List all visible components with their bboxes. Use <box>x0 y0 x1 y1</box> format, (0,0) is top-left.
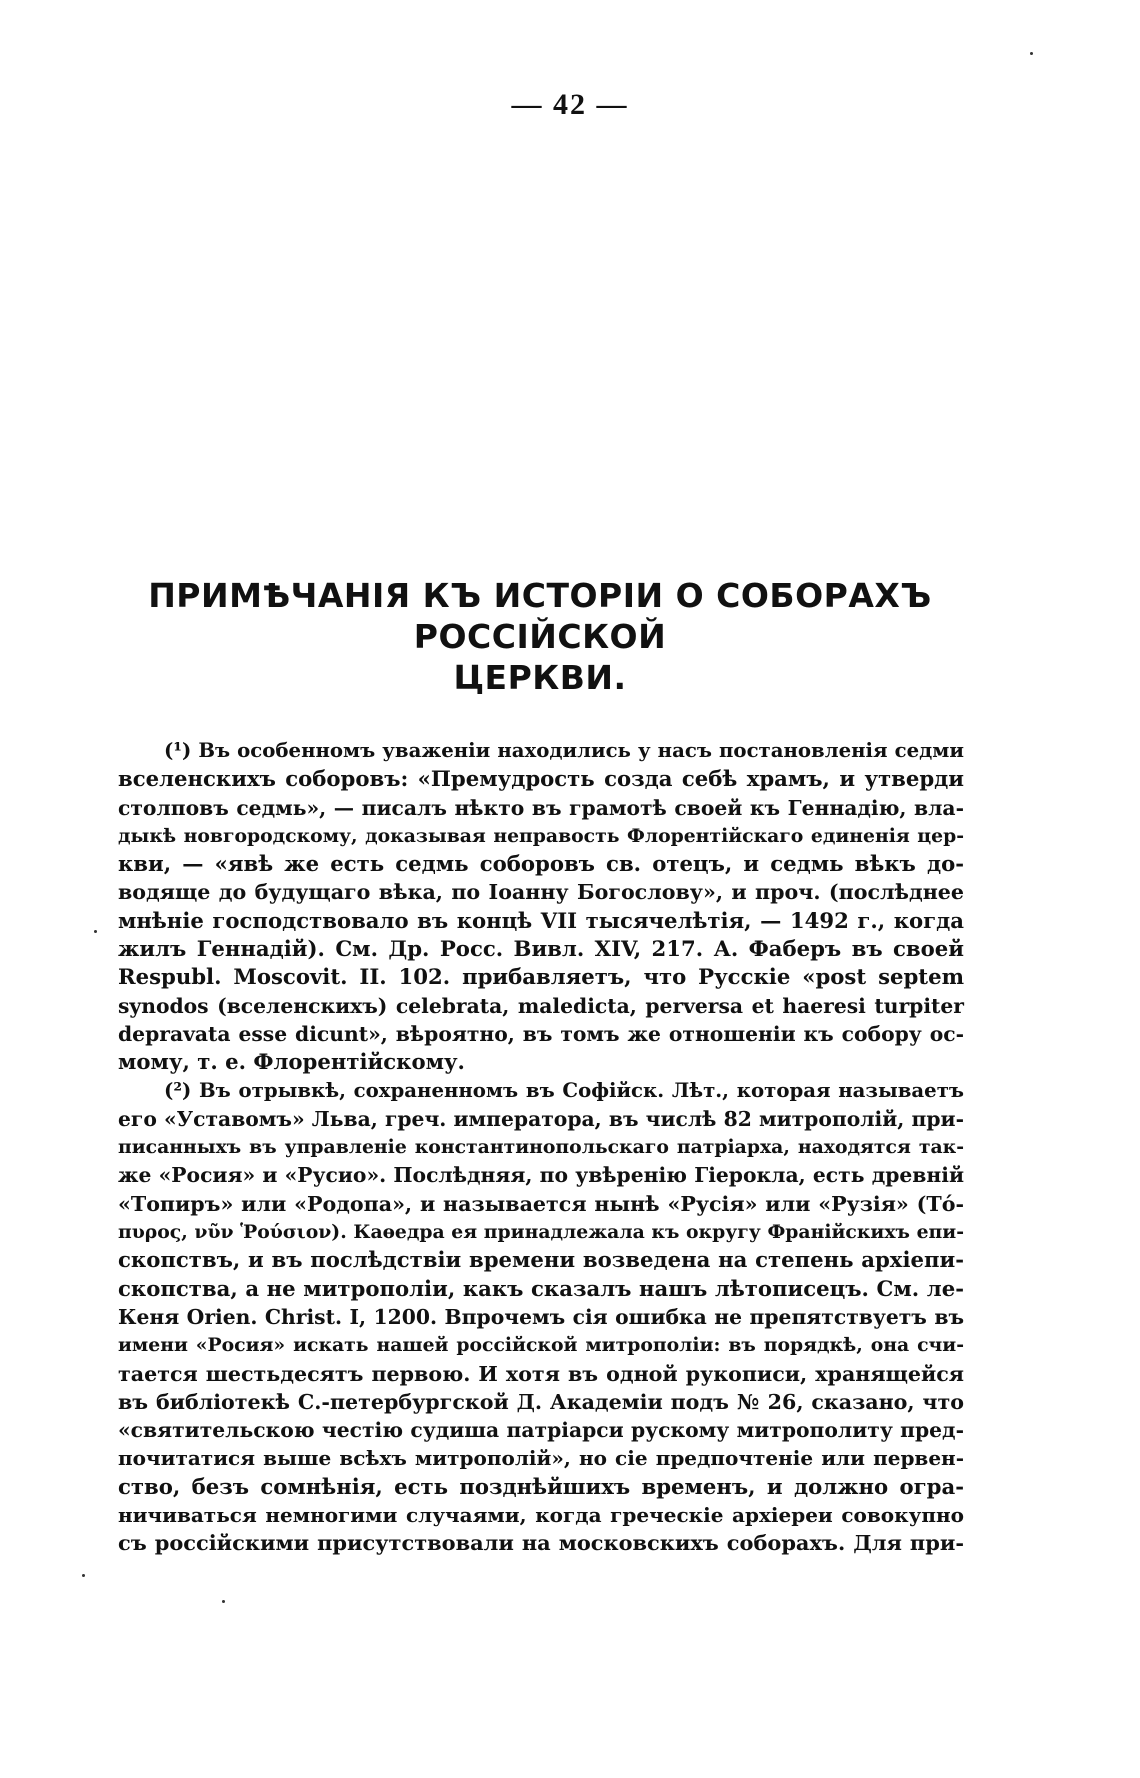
text-line: дыкѣ новгородскому, доказывая неправость Флорентійскаго единенія цер- <box>118 824 964 847</box>
text-line: имени «Росия» искать нашей россійской митрополіи: въ порядкѣ, она счи- <box>118 1334 964 1357</box>
text-line: depravata esse dicunt», вѣроятно, въ томъ же отношеніи къ собору ос- <box>118 1021 964 1046</box>
text-line: тается шестьдесятъ первою. И хотя въ одной рукописи, хранящейся <box>118 1361 964 1386</box>
page-number: — 42 — <box>511 88 629 121</box>
text-line: Respubl. Moscovit. II. 102. прибавляетъ, что Русскіе «post septem <box>118 964 964 990</box>
text-line: (²) Въ отрывкѣ, сохраненномъ въ Софійск. Лѣт., которая называетъ <box>164 1078 964 1102</box>
text-line: водяще до будущаго вѣка, по Іоанну Богослову», и проч. (послѣднее <box>118 880 964 905</box>
text-line: жилъ Геннадій). См. Др. Росс. Вивл. XIV, 217. А. Фаберъ въ своей <box>118 936 964 962</box>
heading-line-2: ЦЕРКВИ. <box>453 658 627 697</box>
text-line: ничиваться немногими случаями, когда греческіе архіереи совокупно <box>118 1503 964 1528</box>
text-line: почитатися выше всѣхъ митрополій», но сіе предпочтеніе или первен- <box>118 1446 964 1471</box>
text-line: мому, т. е. Флорентійскому. <box>118 1049 465 1075</box>
text-line: мнѣніе господствовало въ концѣ VII тысячелѣтія, — 1492 г., когда <box>118 907 964 933</box>
text-line: πυρος, νῦν Ῥούσιον). Каѳедра ея принадлежала къ округу Франійскихъ епи- <box>118 1221 964 1244</box>
text-line: его «Уставомъ» Льва, греч. императора, въ числѣ 82 митрополій, при- <box>118 1106 964 1131</box>
text-line: же «Росия» и «Русио». Послѣдняя, по увѣренію Гіерокла, есть древній <box>118 1163 964 1188</box>
notes-body <box>118 737 964 1558</box>
text-line: Кеня Orien. Christ. I, 1200. Впрочемъ сія ошибка не препятствуетъ въ <box>118 1304 964 1329</box>
chapter-heading <box>110 575 970 698</box>
heading-line-1: ПРИМѢЧАНІЯ КЪ ИСТОРІИ О СОБОРАХЪ РОССІЙСКОЙ <box>148 576 932 656</box>
text-line: столповъ седмь», — писалъ нѣкто въ грамотѣ своей къ Геннадію, вла- <box>118 795 964 820</box>
footnote-2 <box>118 1077 964 1558</box>
text-line: писанныхъ въ управленіе константинопольскаго патріарха, находятся так- <box>118 1136 964 1159</box>
text-line: «Топиръ» или «Родопа», и называется нынѣ «Русія» или «Рузія» (Τό- <box>118 1191 964 1216</box>
text-line: въ библіотекѣ С.-петербургской Д. Академіи подъ № 26, сказано, что <box>118 1389 964 1414</box>
text-line: вселенскихъ соборовъ: «Премудрость созда себѣ храмъ, и утверди <box>118 766 964 792</box>
text-line: кви, — «явѣ же есть седмь соборовъ св. отецъ, и седмь вѣкъ до- <box>118 851 964 877</box>
text-line: «святительскою честію судиша патріарси рускому митрополиту пред- <box>118 1418 964 1443</box>
text-line: съ россійскими присутствовали на московскихъ соборахъ. Для при- <box>118 1530 964 1556</box>
text-line: скопствъ, и въ послѣдствіи времени возведена на степень архіепи- <box>118 1247 964 1273</box>
text-line: (¹) Въ особенномъ уваженіи находились у насъ постановленія седми <box>164 739 964 762</box>
footnote-1 <box>118 737 964 1077</box>
text-line: ство, безъ сомнѣнія, есть позднѣйшихъ временъ, и должно огра- <box>118 1473 964 1499</box>
text-line: synodos (вселенскихъ) celebrata, maledicta, perversa et haeresi turpiter <box>118 993 964 1018</box>
text-line: скопства, а не митрополіи, какъ сказалъ нашъ лѣтописецъ. См. ле- <box>118 1275 964 1301</box>
